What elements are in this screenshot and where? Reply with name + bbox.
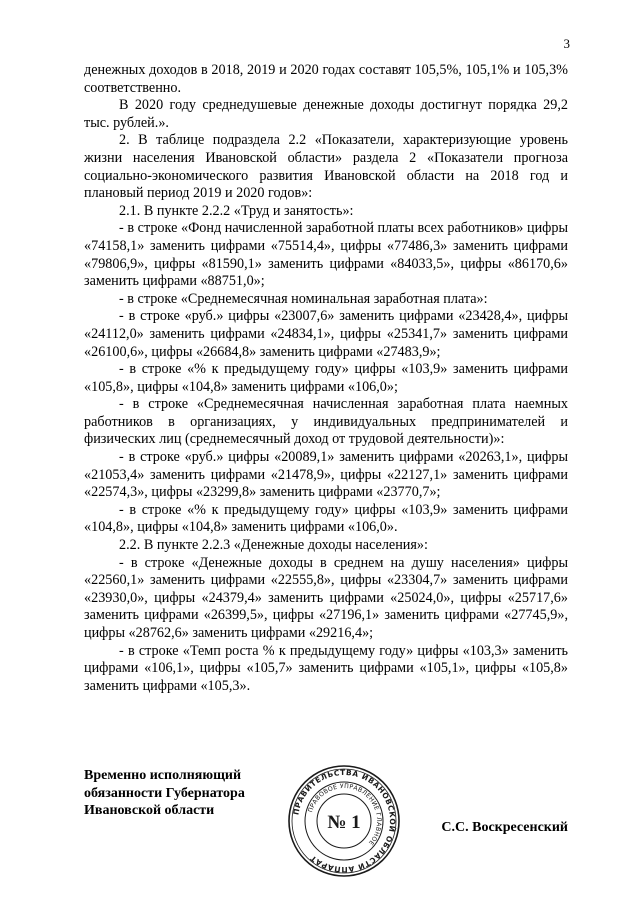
page-number: 3 (563, 36, 570, 51)
paragraph: - в строке «руб.» цифры «20089,1» заменить цифрами «20263,1», цифры «21053,4» заменить цифрами «21478,9», цифры «22127,1» заменить цифрами «22574,3», цифры «23299,8» заменить цифрами «23770,7»; (84, 449, 568, 501)
signature-block (84, 767, 568, 879)
signatory-position-line: Ивановской области (84, 803, 215, 818)
paragraph: денежных доходов в 2018, 2019 и 2020 годах составят 105,5%, 105,1% и 105,3% соответственно. (84, 62, 568, 96)
paragraph: - в строке «Фонд начисленной заработной платы всех работников» цифры «74158,1» заменить цифрами «75514,4», цифры «77486,3» заменить цифрами «79806,9», цифры «81590,1» заменить цифрами «84033,5», цифры «86170,6» заменить цифрами «88751,0»; (84, 220, 568, 290)
seal-center-text: № 1 (327, 812, 361, 833)
document-body (84, 62, 568, 695)
paragraph: - в строке «Среднемесячная номинальная заработная плата»: (119, 290, 488, 307)
signatory-position-line: обязанности Губернатора (84, 785, 245, 801)
paragraph: В 2020 году среднедушевые денежные доходы достигнут порядка 29,2 тыс. рублей.». (84, 97, 568, 131)
signatory-position-line: Временно исполняющий (84, 768, 242, 783)
signatory-name: С.С. Воскресенский (441, 820, 568, 835)
paragraph: 2. В таблице подраздела 2.2 «Показатели, характеризующие уровень жизни населения Ивановской области» раздела 2 «Показатели прогноза социально-экономического развития Ивановской области на 2018 год и плановый период 2019 и 2020 годов»: (84, 132, 568, 202)
seal-outer-text: ПРАВИТЕЛЬСТВА ИВАНОВСКОЙ ОБЛАСТИ АППАРАТ (291, 767, 398, 875)
paragraph: 2.2. В пункте 2.2.3 «Денежные доходы населения»: (119, 537, 428, 554)
paragraph: - в строке «Денежные доходы в среднем на душу населения» цифры «22560,1» заменить цифрами «22555,8», цифры «23304,7» заменить цифрами «23930,0», цифры «24379,4» заменить цифрами «25024,0», цифры «25717,6» заменить цифрами «26399,5», цифры «27196,1» заменить цифрами «27745,9», цифры «28762,6» заменить цифрами «29216,4»; (84, 554, 568, 641)
paragraph: - в строке «Темп роста % к предыдущему году» цифры «103,3» заменить цифрами «106,1», цифры «105,7» заменить цифрами «105,1», цифры «105,8» заменить цифрами «105,3». (84, 642, 568, 694)
seal-inner-text: ПРАВОВОЕ УПРАВЛЕНИЕ ГЛАВНОЕ (307, 782, 383, 847)
paragraph: - в строке «Среднемесячная начисленная заработная плата наемных работников в организациях, у индивидуальных предпринимателей и физических лиц (среднемесячный доход от трудовой деятельности)»: (84, 396, 568, 448)
official-seal (286, 763, 402, 879)
paragraph: 2.1. В пункте 2.2.2 «Труд и занятость»: (119, 202, 354, 219)
paragraph: - в строке «% к предыдущему году» цифры «103,9» заменить цифрами «104,8», цифры «104,8» заменить цифрами «106,0». (84, 501, 568, 536)
signatory-position (84, 767, 245, 820)
paragraph: - в строке «% к предыдущему году» цифры «103,9» заменить цифрами «105,8», цифры «104,8» заменить цифрами «106,0»; (84, 361, 568, 395)
paragraph: - в строке «руб.» цифры «23007,6» заменить цифрами «23428,4», цифры «24112,0» заменить цифрами «24834,1», цифры «25341,7» заменить цифрами «26100,6», цифры «26684,8» заменить цифрами «27483,9»; (84, 308, 568, 360)
